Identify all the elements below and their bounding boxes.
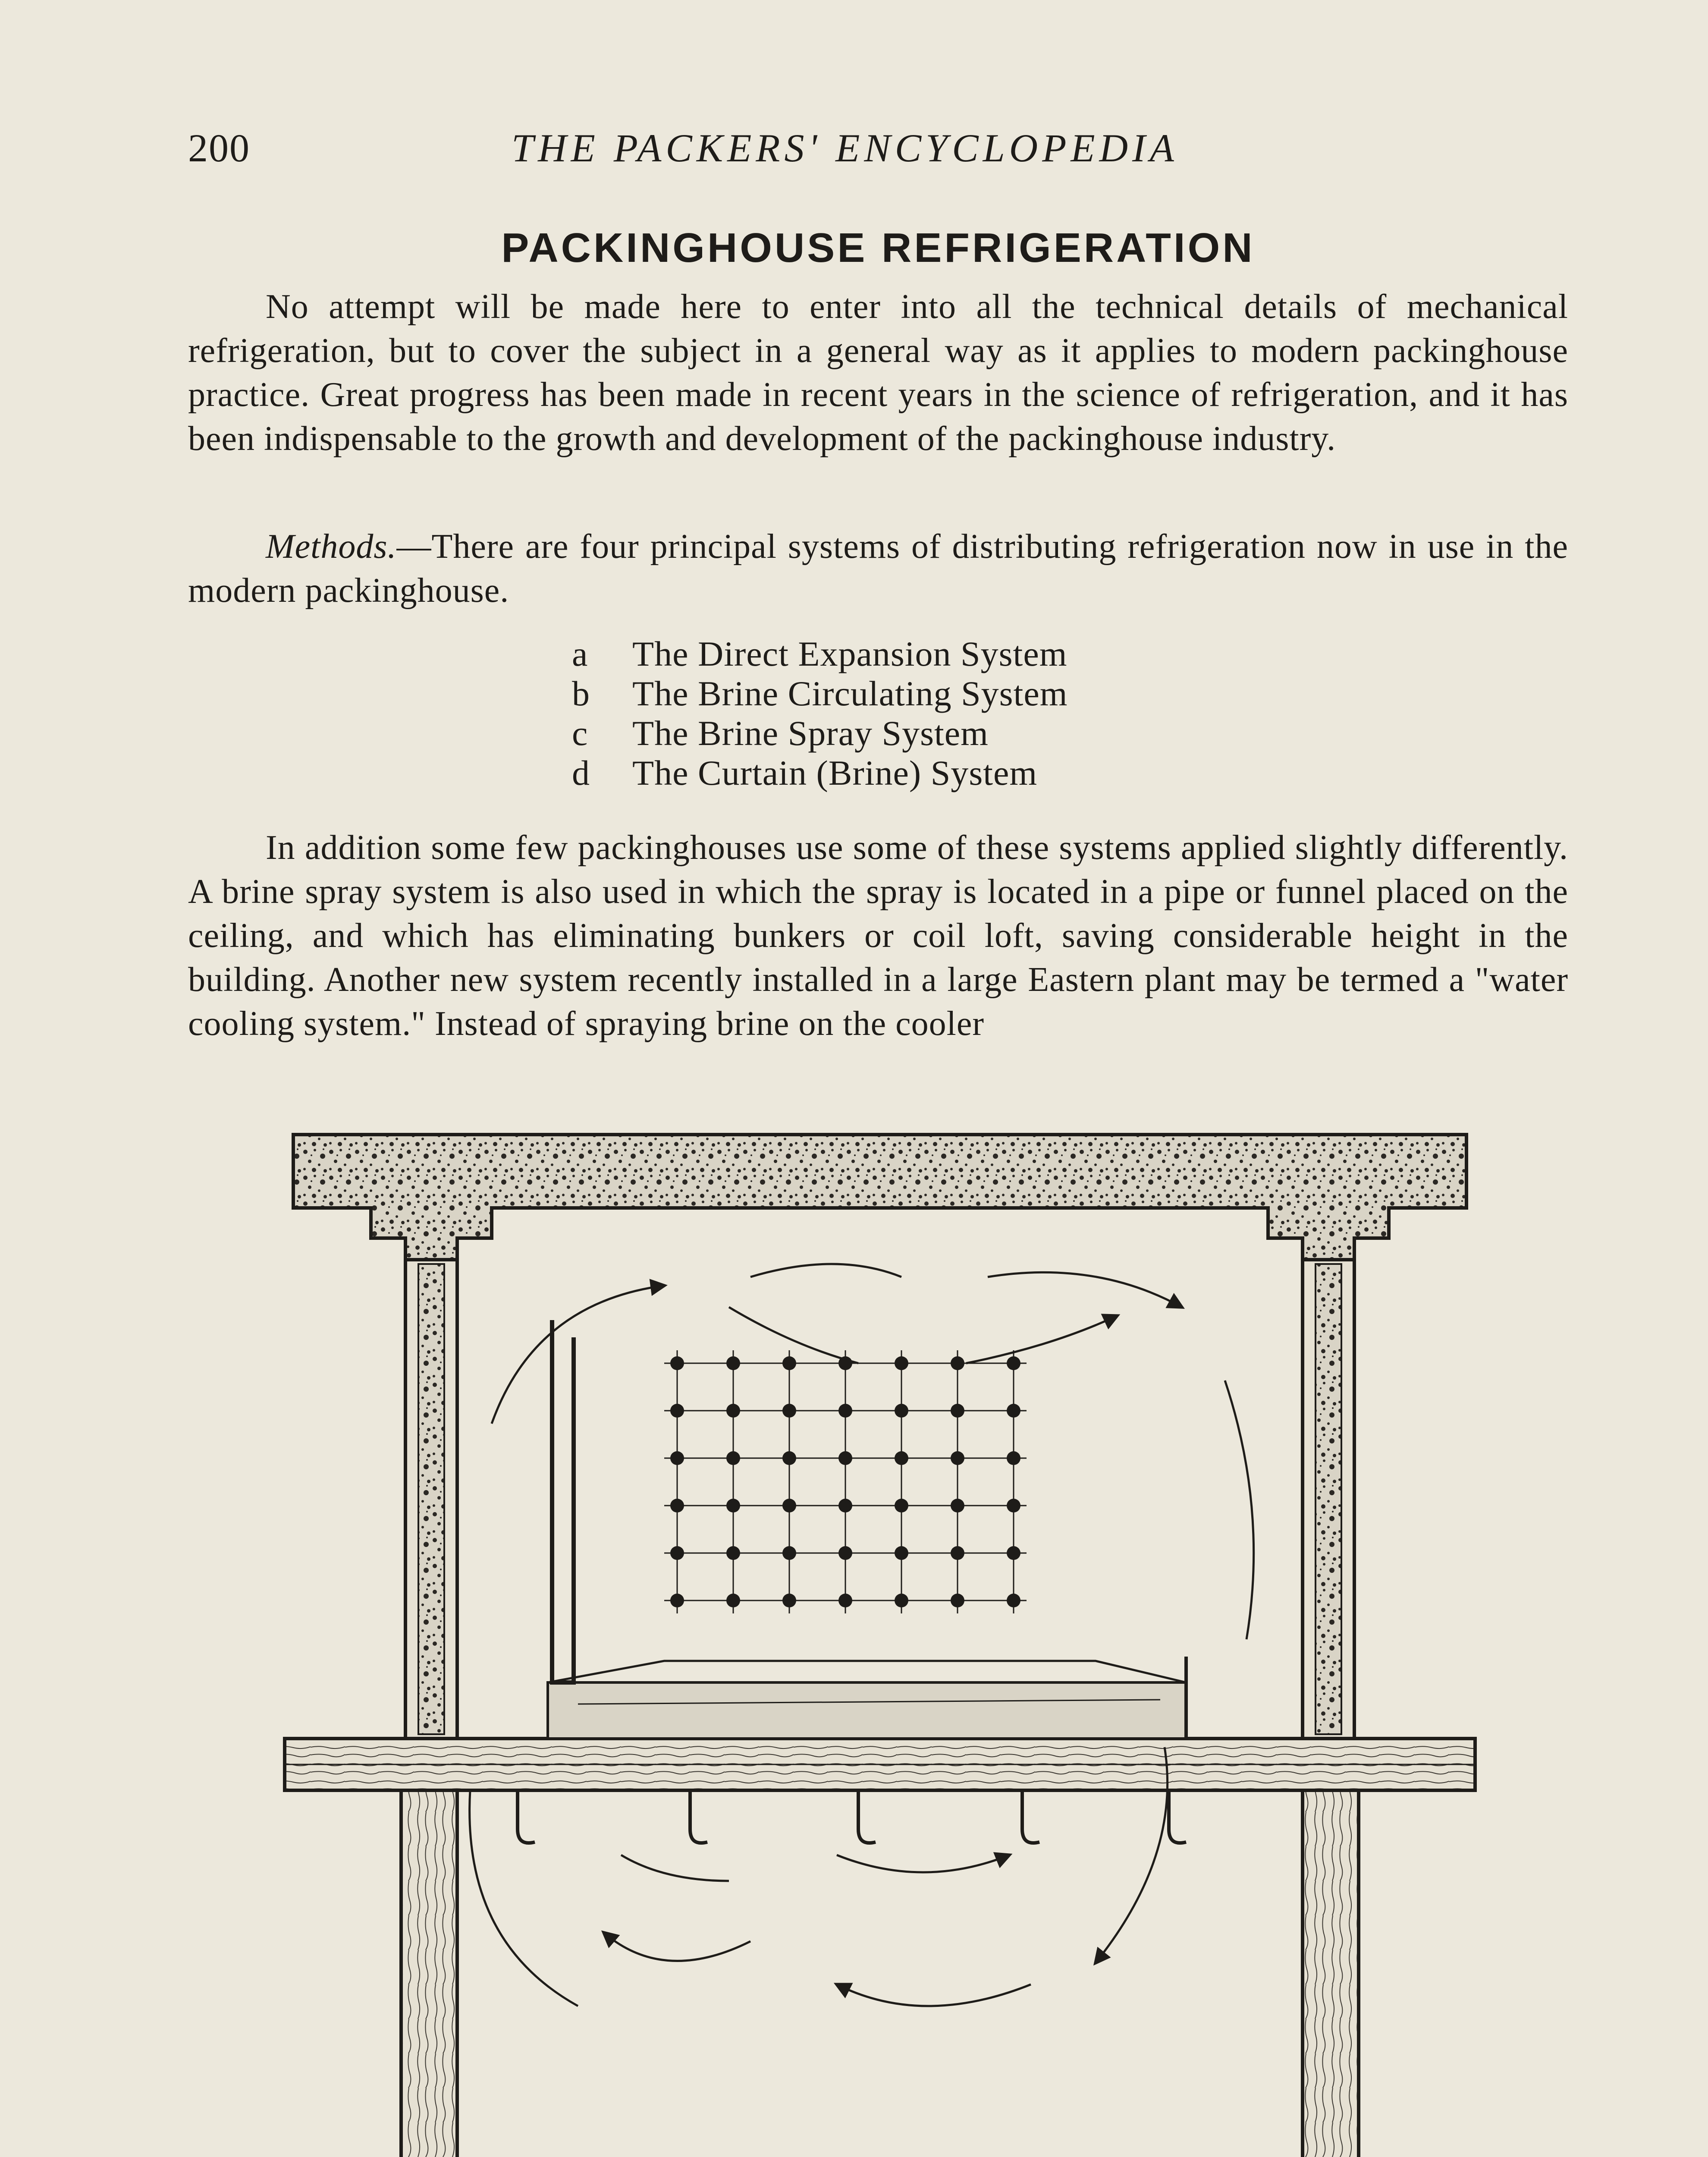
book-title: THE PACKERS' ENCYCLOPEDIA	[512, 126, 1178, 170]
section-title: PACKINGHOUSE REFRIGERATION	[501, 225, 1255, 271]
coil-section	[838, 1499, 852, 1512]
addition-paragraph: In addition some few packinghouses use some of these systems applied slightly differently. A brine spray system is also used in which the spray is located in a pipe or funnel placed on the ceiling, and which has eliminating bunkers or coil loft, saving considerable height in the building. Another new system recently installed in a large Eastern plant may be termed a "water cooling system." Instead of spraying brine on the cooler	[188, 829, 1568, 1043]
coil-section	[670, 1546, 684, 1560]
list-item-letter: a	[572, 634, 588, 673]
methods-text: —There are four principal systems of distributing refrigeration now in use in the modern packinghouse.	[188, 528, 1568, 610]
coil-section	[1007, 1594, 1020, 1607]
coil-section	[726, 1499, 740, 1512]
coil-grid	[664, 1350, 1027, 1613]
coil-section	[726, 1451, 740, 1465]
coil-section	[726, 1404, 740, 1418]
coil-section	[895, 1404, 908, 1418]
list-item	[572, 634, 1068, 674]
left-column	[401, 1260, 457, 2157]
air-flow-arrows	[470, 1264, 1254, 2006]
coil-section	[1007, 1451, 1020, 1465]
list-item	[572, 753, 1068, 793]
list-item	[572, 714, 1068, 753]
list-item-label: The Brine Spray System	[632, 714, 989, 753]
right-column	[1303, 1260, 1359, 2157]
list-item-letter: d	[572, 753, 590, 792]
coil-section	[670, 1451, 684, 1465]
bunker-floor-beam	[285, 1739, 1475, 1790]
coil-section	[726, 1546, 740, 1560]
coil-section	[895, 1594, 908, 1607]
coil-section	[726, 1594, 740, 1607]
coil-section	[670, 1404, 684, 1418]
coil-section	[1007, 1499, 1020, 1512]
coil-section	[838, 1451, 852, 1465]
list-item-label: The Direct Expansion System	[632, 634, 1068, 673]
coil-section	[726, 1356, 740, 1370]
coil-section	[895, 1499, 908, 1512]
coil-section	[1007, 1546, 1020, 1560]
coil-section	[895, 1356, 908, 1370]
coil-section	[1007, 1404, 1020, 1418]
coil-section	[782, 1451, 796, 1465]
bunker-cross-section-figure	[276, 1122, 1484, 2157]
coil-section	[951, 1499, 964, 1512]
page-number: 200	[188, 126, 250, 170]
list-item-label: The Curtain (Brine) System	[632, 753, 1038, 792]
list-item-letter: b	[572, 674, 590, 713]
systems-list	[572, 634, 1068, 793]
coil-section	[951, 1451, 964, 1465]
coil-section	[670, 1594, 684, 1607]
meat-hooks	[518, 1790, 1186, 1843]
drip-pan	[548, 1320, 1186, 1739]
coil-section	[782, 1546, 796, 1560]
coil-section	[951, 1404, 964, 1418]
intro-paragraph: No attempt will be made here to enter into all the technical details of mechanical refrigeration, but to cover the subject in a general way as it applies to modern packinghouse practice. Great progress has been made in recent years in the science of refrigeration, and it has been indispensable to the growth and development of the packinghouse industry.	[188, 288, 1568, 458]
coil-section	[782, 1594, 796, 1607]
list-item-label: The Brine Circulating System	[632, 674, 1068, 713]
coil-section	[951, 1546, 964, 1560]
coil-section	[838, 1404, 852, 1418]
running-head	[188, 125, 1568, 186]
coil-section	[670, 1499, 684, 1512]
coil-section	[782, 1499, 796, 1512]
coil-section	[895, 1451, 908, 1465]
coil-section	[951, 1356, 964, 1370]
coil-section	[782, 1404, 796, 1418]
coil-section	[838, 1546, 852, 1560]
coil-section	[838, 1594, 852, 1607]
ceiling-slab	[293, 1135, 1466, 1260]
coil-section	[782, 1356, 796, 1370]
coil-section	[1007, 1356, 1020, 1370]
coil-section	[951, 1594, 964, 1607]
coil-section	[670, 1356, 684, 1370]
list-item	[572, 674, 1068, 714]
coil-section	[895, 1546, 908, 1560]
methods-lead: Methods.	[266, 528, 397, 566]
methods-paragraph	[188, 525, 1568, 613]
list-item-letter: c	[572, 714, 588, 753]
